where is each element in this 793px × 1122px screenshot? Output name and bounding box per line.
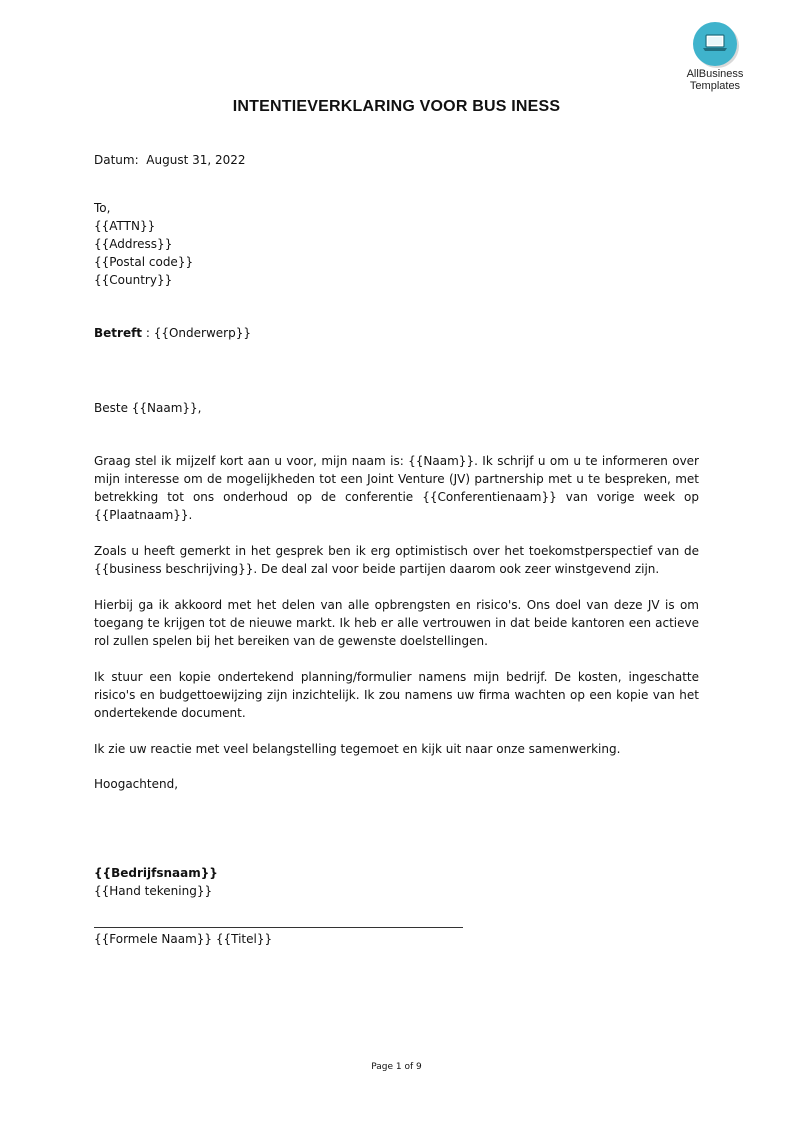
laptop-icon — [702, 33, 728, 53]
signature-company: {{Bedrijfsnaam}} — [94, 866, 218, 880]
date-line — [94, 151, 699, 169]
paragraph-5: Ik zie uw reactie met veel belangstelling tegemoet en kijk uit naar onze samenwerking. — [94, 742, 621, 756]
subject-line — [94, 324, 699, 342]
closing: Hoogachtend, — [94, 777, 179, 791]
document-title: INTENTIEVERKLARING VOOR BUS INESS — [232, 98, 561, 115]
signature-name-title: {{Formele Naam}} {{Titel}} — [94, 932, 273, 946]
date-label: Datum: — [94, 153, 139, 167]
subject-separator: : — [142, 326, 154, 340]
salutation: Beste {{Naam}}, — [94, 401, 202, 415]
address-to: To, — [94, 201, 111, 215]
subject-value: {{Onderwerp}} — [153, 326, 251, 340]
address-country: {{Country}} — [94, 273, 173, 287]
paragraph-3: Hierbij ga ik akkoord met het delen van alle opbrengsten en risico's. Ons doel van deze JV is om toegang te krijgen tot de nieuwe markt. Ik heb er alle vertrouwen in dat beide kantoren een actieve rol zullen spelen bij het bereiken van de gewenste doelstellingen. — [94, 598, 699, 648]
address-attn: {{ATTN}} — [94, 219, 156, 233]
paragraph-2: Zoals u heeft gemerkt in het gesprek ben ik erg optimistisch over het toekomstperspectief van de {{business beschrijving}}. De deal zal voor beide partijen daarom ook zeer winstgevend zijn. — [94, 544, 699, 576]
signature-hand: {{Hand tekening}} — [94, 884, 213, 898]
logo-circle — [693, 22, 737, 66]
paragraph-1: Graag stel ik mijzelf kort aan u voor, mijn naam is: {{Naam}}. Ik schrijf u om u te informeren over mijn interesse om de mogelijkheden tot een Joint Venture (JV) partnership met u te bespreken, met betrekking tot ons onderhoud op de conferentie {{Conferentienaam}} van vorige week op {{Plaatnaam}}. — [94, 454, 699, 522]
company-logo — [676, 20, 754, 92]
signature-line — [94, 927, 463, 928]
page-footer: Page 1 of 9 — [371, 1062, 422, 1072]
paragraph-4: Ik stuur een kopie ondertekend planning/formulier namens mijn bedrijf. De kosten, ingeschatte risico's en budgettoewijzing zijn inzichtelijk. Ik zou namens uw firma wachten op een kopie van het ondertekende document. — [94, 670, 699, 720]
logo-line-2: Templates — [689, 80, 741, 92]
address-postal: {{Postal code}} — [94, 255, 194, 269]
address-street: {{Address}} — [94, 237, 173, 251]
logo-line-1: AllBusiness — [686, 68, 744, 80]
subject-label: Betreft — [94, 326, 143, 340]
date-value: August 31, 2022 — [146, 153, 246, 167]
